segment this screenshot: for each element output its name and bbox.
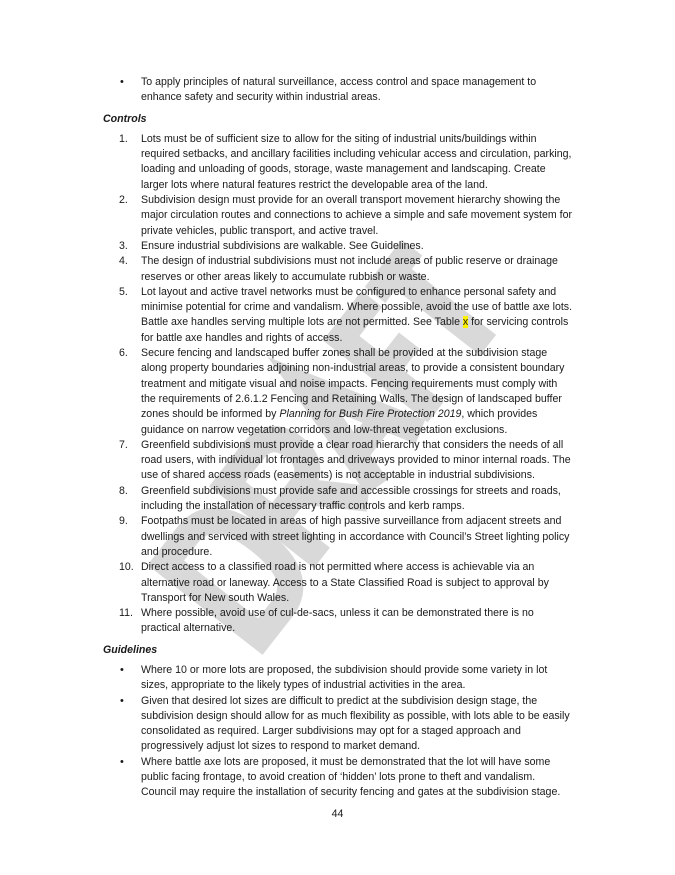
control-text: Subdivision design must provide for an overall transport movement hierarchy showing the major circulation routes and connections to achieve a simple and safe movement system for private vehicles, public transport, and active travel. [141, 194, 573, 237]
control-text: , which provides guidance on narrow vegetation corridors and low-threat vegetation exclusions. [141, 408, 538, 436]
control-item [103, 254, 573, 285]
control-item [103, 239, 573, 254]
control-item [103, 484, 573, 515]
guideline-item: • Where battle axe lots are proposed, it must be demonstrated that the lot will have some public facing frontage, to avoid creation of ‘hidden’ lots prone to theft and vandalism. Council may require the installation of security fencing and gates at the subdivision stage. [103, 755, 573, 801]
control-text: Lots must be of sufficient size to allow for the siting of industrial units/buildings within required setbacks, and ancillary facilities including vehicular access and circulation, parking, loading and unloading of goods, storage, waste management and landscaping. Create larger lots where natural features restrict the developable area of the land. [141, 132, 572, 191]
page-number: 44 [331, 808, 344, 820]
control-text: Greenfield subdivisions must provide safe and accessible crossings for streets and roads, including the installation of necessary traffic controls and kerb ramps. [141, 484, 561, 513]
control-text: Lot layout and active travel networks must be configured to enhance personal safety and minimise potential for crime and vandalism. Where possible, avoid the use of battle axe lots. Battle axe handles serving multiple lots are not permitted. See Table [141, 285, 573, 329]
control-number: 1. [119, 132, 128, 145]
control-text: for servicing controls for battle axe handles and rights of access. [141, 316, 569, 344]
control-number: 8. [119, 484, 128, 497]
control-number: 5. [119, 285, 128, 298]
control-number: 6. [119, 347, 128, 360]
control-item [103, 514, 573, 560]
control-number: 11. [119, 607, 133, 620]
control-number: 10. [119, 561, 134, 574]
highlighted-placeholder: x [462, 316, 469, 329]
control-item [103, 132, 573, 193]
control-text: Greenfield subdivisions must provide a clear road hierarchy that considers the needs of all road users, with individual lot frontages and driveways provided to minor internal roads. The use of shared access roads (easements) is not acceptable in industrial subdivisions. [141, 438, 571, 482]
control-text: Direct access to a classified road is not permitted where access is achievable via an alternative road or laneway. Access to a State Classified Road is subject to approval by Transport for New south Wales. [141, 561, 549, 604]
control-item [103, 560, 573, 606]
guidelines-heading: Guidelines [103, 643, 158, 656]
control-number: 7. [119, 438, 128, 451]
intro-bullet: • To apply principles of natural surveillance, access control and space management to enhance safety and security within industrial areas. [103, 75, 573, 106]
control-text: Footpaths must be located in areas of high passive surveillance from adjacent streets and dwellings and serviced with street lighting in accordance with Council’s Street lighting policy and procedure. [141, 515, 570, 558]
control-item [103, 346, 573, 438]
document-body [103, 75, 573, 801]
guideline-item: • Where 10 or more lots are proposed, the subdivision should provide some variety in lot sizes, appropriate to the likely types of industrial activities in the area. [103, 663, 573, 694]
intro-bullet-list [103, 75, 573, 106]
control-item [103, 438, 573, 484]
controls-heading: Controls [103, 112, 147, 125]
control-item [103, 606, 573, 637]
control-item [103, 285, 573, 346]
control-item [103, 193, 573, 239]
control-number: 4. [119, 255, 128, 268]
guidelines-list [103, 663, 573, 801]
guideline-item: • Given that desired lot sizes are difficult to predict at the subdivision design stage, the subdivision design should allow for as much flexibility as possible, with lots able to be easily consolidated as required. Larger subdivisions may opt for a staged approach and progressively adjust lot sizes to respond to market demand. [103, 694, 573, 755]
control-text: Ensure industrial subdivisions are walkable. See Guidelines. [141, 239, 424, 252]
control-number: 2. [119, 194, 128, 207]
control-number: 9. [119, 515, 128, 528]
control-number: 3. [119, 239, 128, 252]
control-text: Secure fencing and landscaped buffer zones shall be provided at the subdivision stage along property boundaries adjoining non-industrial areas, to provide a consistent boundary treatment and mitigate visual and noise impacts. Fencing requirements must comply with the requirements of 2.6.1.2 Fencing and Retaining Walls. The design of landscaped buffer zones should be informed by [141, 347, 565, 421]
control-text: The design of industrial subdivisions must not include areas of public reserve or drainage reserves or other areas likely to accumulate rubbish or waste. [141, 255, 558, 283]
controls-list [103, 132, 573, 637]
control-text: Where possible, avoid use of cul-de-sacs, unless it can be demonstrated there is no practical alternative. [141, 607, 534, 635]
cited-document-title: Planning for Bush Fire Protection 2019 [279, 408, 462, 421]
